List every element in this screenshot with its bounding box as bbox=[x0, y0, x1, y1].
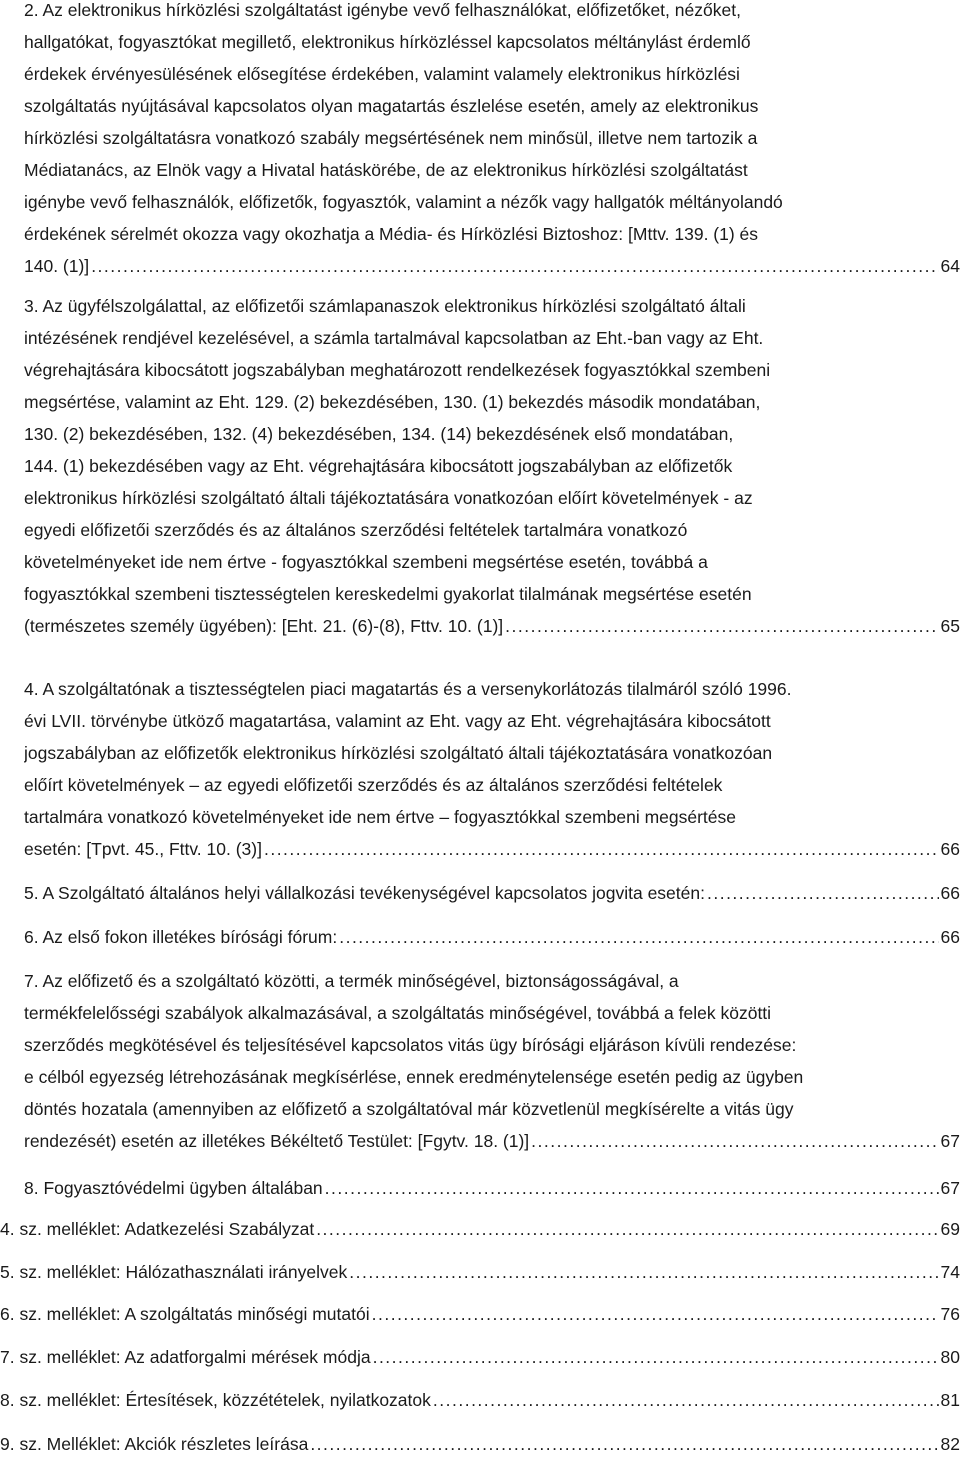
toc-entry[interactable] bbox=[24, 0, 960, 282]
toc-entry-text: 7. sz. melléklet: Az adatforgalmi mérések módja bbox=[0, 1347, 371, 1367]
toc-entry-last-line bbox=[24, 833, 960, 865]
toc-annex-entry[interactable] bbox=[0, 1213, 960, 1245]
toc-entry-last-line bbox=[24, 250, 960, 282]
toc-entry-line: elektronikus hírközlési szolgáltató általi tájékoztatására vonatkozóan előírt követelmények - az bbox=[24, 488, 753, 508]
toc-entry-line: érdekek érvényesülésének elősegítése érdekében, valamint valamely elektronikus hírközlési bbox=[24, 64, 740, 84]
page-number: 82 bbox=[940, 1434, 960, 1454]
toc-annex-entry[interactable] bbox=[0, 1341, 960, 1373]
dot-leader bbox=[310, 1428, 938, 1460]
page-number: 64 bbox=[940, 256, 960, 276]
toc-entry-last-line bbox=[0, 1213, 960, 1245]
toc-entry-line: tartalmára vonatkozó követelményeket ide nem értve – fogyasztókkal szembeni megsértése bbox=[24, 807, 737, 827]
toc-entry-line: 144. (1) bekezdésében vagy az Eht. végrehajtására kibocsátott jogszabályban az előfizetők bbox=[24, 456, 733, 476]
toc-entry-line: Médiatanács, az Elnök vagy a Hivatal hatáskörébe, de az elektronikus hírközlési szolgáltatást bbox=[24, 160, 748, 180]
toc-entry-line: megsértése, valamint az Eht. 129. (2) bekezdésében, 130. (1) bekezdés második mondatában, bbox=[24, 392, 761, 412]
page-number: 76 bbox=[940, 1304, 960, 1324]
dot-leader bbox=[505, 610, 938, 642]
toc-entry-line: termékfelelősségi szabályok alkalmazásával, a szolgáltatás minőségével, továbbá a felek közötti bbox=[24, 1003, 772, 1023]
toc-entry-last-line bbox=[0, 1298, 960, 1330]
toc-entry-text: 8. Fogyasztóvédelmi ügyben általában bbox=[24, 1178, 323, 1198]
toc-entry[interactable] bbox=[24, 965, 960, 1157]
toc-annex-entry[interactable] bbox=[0, 1256, 960, 1288]
toc-entry[interactable] bbox=[24, 673, 960, 865]
toc-entry-text: 140. (1)] bbox=[24, 256, 90, 276]
page-number: 66 bbox=[940, 883, 960, 903]
toc-annex-entry[interactable] bbox=[0, 1428, 960, 1460]
toc-entry-text: 9. sz. Melléklet: Akciók részletes leírása bbox=[0, 1434, 309, 1454]
page-number: 67 bbox=[940, 1131, 960, 1151]
dot-leader bbox=[373, 1341, 939, 1373]
toc-entry-line: 3. Az ügyfélszolgálattal, az előfizetői számlapanaszok elektronikus hírközlési szolgáltató általi bbox=[24, 296, 746, 316]
toc-entry[interactable] bbox=[24, 290, 960, 642]
toc-entry-text: rendezését) esetén az illetékes Békéltető Testület: [Fgytv. 18. (1)] bbox=[24, 1131, 530, 1151]
toc-entry-line: jogszabályban az előfizetők elektronikus hírközlési szolgáltató általi tájékoztatására vonatkozóan bbox=[24, 743, 773, 763]
toc-entry-last-line bbox=[0, 1341, 960, 1373]
toc-entry-text: esetén: [Tpvt. 45., Fttv. 10. (3)] bbox=[24, 839, 262, 859]
page-number: 66 bbox=[940, 839, 960, 859]
toc-entry-text: 5. A Szolgáltató általános helyi vállalkozási tevékenységével kapcsolatos jogvita esetén: bbox=[24, 883, 705, 903]
toc-entry[interactable] bbox=[24, 877, 960, 909]
toc-entry-last-line bbox=[24, 921, 960, 953]
dot-leader bbox=[91, 250, 938, 282]
page-number: 74 bbox=[940, 1262, 960, 1282]
dot-leader bbox=[325, 1172, 939, 1204]
toc-entry-text: (természetes személy ügyében): [Eht. 21. (6)-(8), Fttv. 10. (1)] bbox=[24, 616, 504, 636]
toc-entry-line: 130. (2) bekezdésében, 132. (4) bekezdésében, 134. (14) bekezdésének első mondatában, bbox=[24, 424, 734, 444]
dot-leader bbox=[433, 1384, 939, 1416]
toc-entry-line: fogyasztókkal szembeni tisztességtelen kereskedelmi gyakorlat tilalmának megsértése esetén bbox=[24, 584, 752, 604]
page-number: 69 bbox=[940, 1219, 960, 1239]
toc-entry-last-line bbox=[0, 1428, 960, 1460]
dot-leader bbox=[264, 833, 939, 865]
toc-entry-last-line bbox=[0, 1256, 960, 1288]
page-number: 66 bbox=[940, 927, 960, 947]
toc-entry-line: szolgáltatás nyújtásával kapcsolatos olyan magatartás észlelése esetén, amely az elektronikus bbox=[24, 96, 759, 116]
toc-entry-last-line bbox=[0, 1384, 960, 1416]
toc-entry-text: 5. sz. melléklet: Hálózathasználati irányelvek bbox=[0, 1262, 348, 1282]
toc-entry-line: évi LVII. törvénybe ütköző magatartása, valamint az Eht. vagy az Eht. végrehajtására kibocsátott bbox=[24, 711, 771, 731]
toc-entry-line: hallgatókat, fogyasztókat megillető, elektronikus hírközléssel kapcsolatos méltánylást érdemlő bbox=[24, 32, 751, 52]
page-number: 80 bbox=[940, 1347, 960, 1367]
toc-entry[interactable] bbox=[24, 921, 960, 953]
dot-leader bbox=[531, 1125, 938, 1157]
page-number: 81 bbox=[940, 1390, 960, 1410]
toc-entry-text: 4. sz. melléklet: Adatkezelési Szabályzat bbox=[0, 1219, 315, 1239]
toc-entry-line: 2. Az elektronikus hírközlési szolgáltatást igénybe vevő felhasználókat, előfizetőket, nézőket, bbox=[24, 0, 741, 20]
toc-entry[interactable] bbox=[24, 1172, 960, 1204]
toc-entry-line: intézésének rendjével kezelésével, a számla tartalmával kapcsolatban az Eht.-ban vagy az Eht. bbox=[24, 328, 764, 348]
toc-entry-text: 8. sz. melléklet: Értesítések, közzétételek, nyilatkozatok bbox=[0, 1390, 431, 1410]
toc-entry-last-line bbox=[24, 1125, 960, 1157]
toc-entry-line: végrehajtására kibocsátott jogszabályban meghatározott rendelkezések fogyasztókkal szembeni bbox=[24, 360, 771, 380]
dot-leader bbox=[707, 877, 939, 909]
toc-entry-line: 4. A szolgáltatónak a tisztességtelen piaci magatartás és a versenykorlátozás tilalmáról szóló 1996. bbox=[24, 679, 792, 699]
toc-entry-line: igénybe vevő felhasználók, előfizetők, fogyasztók, valamint a nézők vagy hallgatók méltányolandó bbox=[24, 192, 783, 212]
dot-leader bbox=[316, 1213, 938, 1245]
page-number: 67 bbox=[940, 1178, 960, 1198]
toc-entry-line: szerződés megkötésével és teljesítésével kapcsolatos vitás ügy bírósági eljáráson kívüli rendezése: bbox=[24, 1035, 797, 1055]
toc-entry-line: érdekének sérelmét okozza vagy okozhatja a Média- és Hírközlési Biztoshoz: [Mttv. 139. (1) és bbox=[24, 224, 759, 244]
toc-entry-line: hírközlési szolgáltatásra vonatkozó szabály megsértésének nem minősül, illetve nem tartozik a bbox=[24, 128, 758, 148]
toc-entry-last-line bbox=[24, 877, 960, 909]
toc-entry-last-line bbox=[24, 1172, 960, 1204]
dot-leader bbox=[349, 1256, 938, 1288]
toc-entry-line: e célból egyezség létrehozásának megkísérlése, ennek eredménytelensége esetén pedig az ügyben bbox=[24, 1067, 804, 1087]
toc-entry-last-line bbox=[24, 610, 960, 642]
toc-entry-line: előírt követelmények – az egyedi előfizetői szerződés és az általános szerződési feltételek bbox=[24, 775, 723, 795]
toc-entry-text: 6. sz. melléklet: A szolgáltatás minőségi mutatói bbox=[0, 1304, 370, 1324]
dot-leader bbox=[372, 1298, 939, 1330]
toc-entry-line: döntés hozatala (amennyiben az előfizető a szolgáltatóval már közvetlenül megkísérelte a vitás ügy bbox=[24, 1099, 794, 1119]
toc-entry-line: 7. Az előfizető és a szolgáltató közötti, a termék minőségével, biztonságosságával, a bbox=[24, 971, 679, 991]
toc-annex-entry[interactable] bbox=[0, 1384, 960, 1416]
toc-entry-line: egyedi előfizetői szerződés és az általános szerződési feltételek tartalmára vonatkozó bbox=[24, 520, 688, 540]
dot-leader bbox=[339, 921, 938, 953]
toc-annex-entry[interactable] bbox=[0, 1298, 960, 1330]
page-number: 65 bbox=[940, 616, 960, 636]
toc-entry-line: követelményeket ide nem értve - fogyasztókkal szembeni megsértése esetén, továbbá a bbox=[24, 552, 708, 572]
toc-entry-text: 6. Az első fokon illetékes bírósági fórum: bbox=[24, 927, 338, 947]
